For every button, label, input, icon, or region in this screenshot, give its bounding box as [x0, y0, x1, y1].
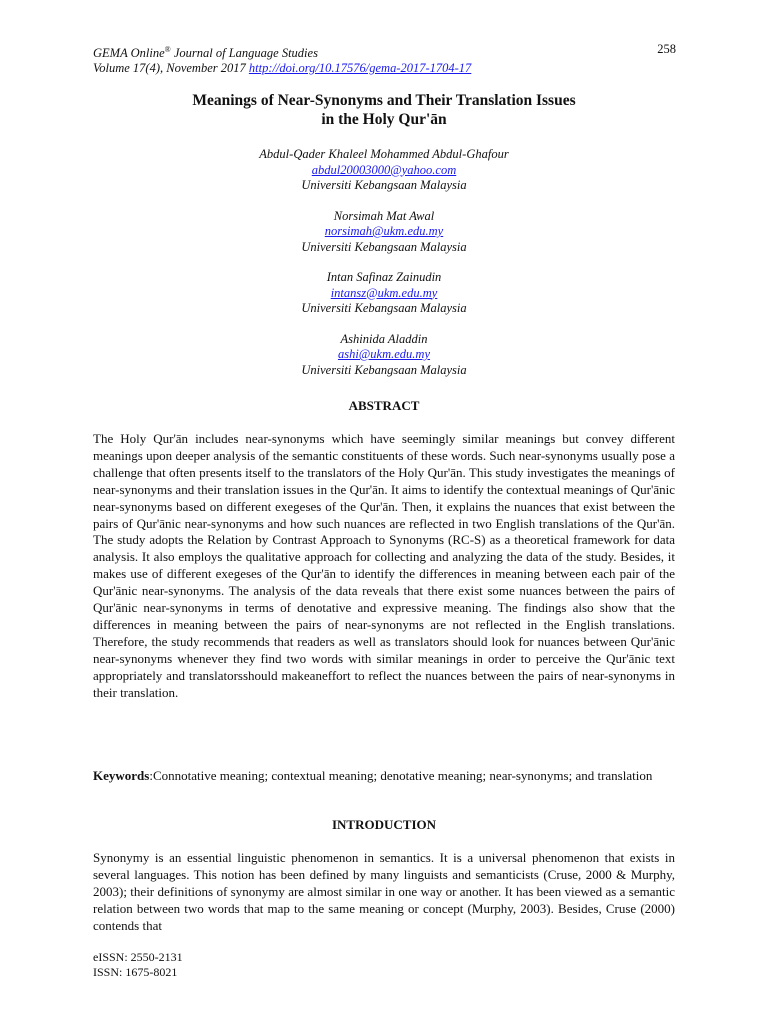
abstract-heading: ABSTRACT	[348, 398, 420, 413]
author-name: Ashinida Aladdin	[340, 331, 428, 346]
author-email-link[interactable]: abdul20003000@yahoo.com	[311, 162, 457, 177]
abstract-text: The Holy Qur'ān includes near-synonyms which have seemingly similar meanings but convey different meanings upon deeper analysis of the semantic constituents of these words. Such near-synonyms usually pose a challenge that often presents itself to the translators of the Holy Qur'ān. This study investigates the meanings of near-synonyms and their translation issues in the Qur'ān. It aims to identify the contextual meanings of Qur'ānic near-synonyms based on different exegeses of the Qur'ān. Then, it explains the nuances that exist between the pairs of Qur'ānic near-synonyms and how such nuances are reflected in two English translations of the Qur'ān. The study adopts the Relation by Contrast Approach to Synonyms (RC-S) as a theoretical framework for data analysis. It also employs the qualitative approach for collecting and analyzing the data of the study. Besides, it makes use of different exegeses of the Qur'ān to identify the differences in meaning between each pair of the Qur'ānic near-synonyms. The analysis of the data reveals that there exist some nuances between the pairs of Qur'ānic near-synonyms in terms of denotative and expressive meaning. The findings also show that the differences in meaning between the pairs of near-synonyms are not reflected in the English translations. Therefore, the study recommends that readers as well as translators should look for nuances between Qur'ānic near-synonyms whenever they find two words with similar meanings in order to perceive the Qur'ānic text appropriately and translatorsshould makeaneffort to reflect the nuances between the pairs of near-synonyms in their translation.	[93, 431, 675, 700]
author-block	[93, 147, 675, 194]
author-block	[93, 270, 675, 317]
author-email-link[interactable]: ashi@ukm.edu.my	[337, 347, 431, 361]
author-affiliation: Universiti Kebangsaan Malaysia	[301, 362, 467, 377]
journal-name: GEMA Online® Journal of Language Studies	[93, 45, 318, 61]
keywords-line	[93, 767, 675, 784]
author-email-link[interactable]: norsimah@ukm.edu.my	[324, 224, 444, 238]
issn-footer	[93, 950, 183, 980]
keywords-text: :Connotative meaning; contextual meaning; denotative meaning; near-synonyms; and translation	[149, 768, 653, 783]
introduction-text: Synonymy is an essential linguistic phenomenon in semantics. It is a universal phenomenon that exists in several languages. This notion has been defined by many linguists and semanticists (Cruse, 2000 & Murphy, 2003); their definitions of synonymy are almost similar in one way or another. It has been viewed as a semantic relation between two words that map to the same meaning or concept (Murphy, 2003). Besides, Cruse (2000) contends that	[93, 850, 675, 933]
author-name: Intan Safinaz Zainudin	[326, 270, 442, 284]
page-number: 258	[657, 42, 676, 56]
author-affiliation: Universiti Kebangsaan Malaysia	[301, 301, 467, 315]
eissn: eISSN: 2550-2131	[93, 950, 183, 964]
issn: ISSN: 1675-8021	[93, 965, 178, 979]
doi-link[interactable]: http://doi.org/10.17576/gema-2017-1704-17	[248, 61, 472, 76]
author-affiliation: Universiti Kebangsaan Malaysia	[301, 239, 467, 254]
keywords-label: Keywords	[93, 768, 150, 783]
author-list	[93, 147, 675, 393]
running-header	[93, 42, 675, 76]
author-block	[93, 332, 675, 379]
volume-line: Volume 17(4), November 2017 http://doi.org/10.17576/gema-2017-1704-17	[93, 61, 472, 76]
introduction-heading: INTRODUCTION	[331, 817, 436, 832]
author-name: Abdul-Qader Khaleel Mohammed Abdul-Ghafour	[259, 147, 509, 161]
paper-title: Meanings of Near-Synonyms and Their Translation Issues in the Holy Qur'ān	[192, 92, 576, 128]
author-block	[93, 209, 675, 256]
author-name: Norsimah Mat Awal	[333, 208, 435, 223]
author-affiliation: Universiti Kebangsaan Malaysia	[301, 178, 467, 192]
author-email-link[interactable]: intansz@ukm.edu.my	[330, 285, 438, 300]
